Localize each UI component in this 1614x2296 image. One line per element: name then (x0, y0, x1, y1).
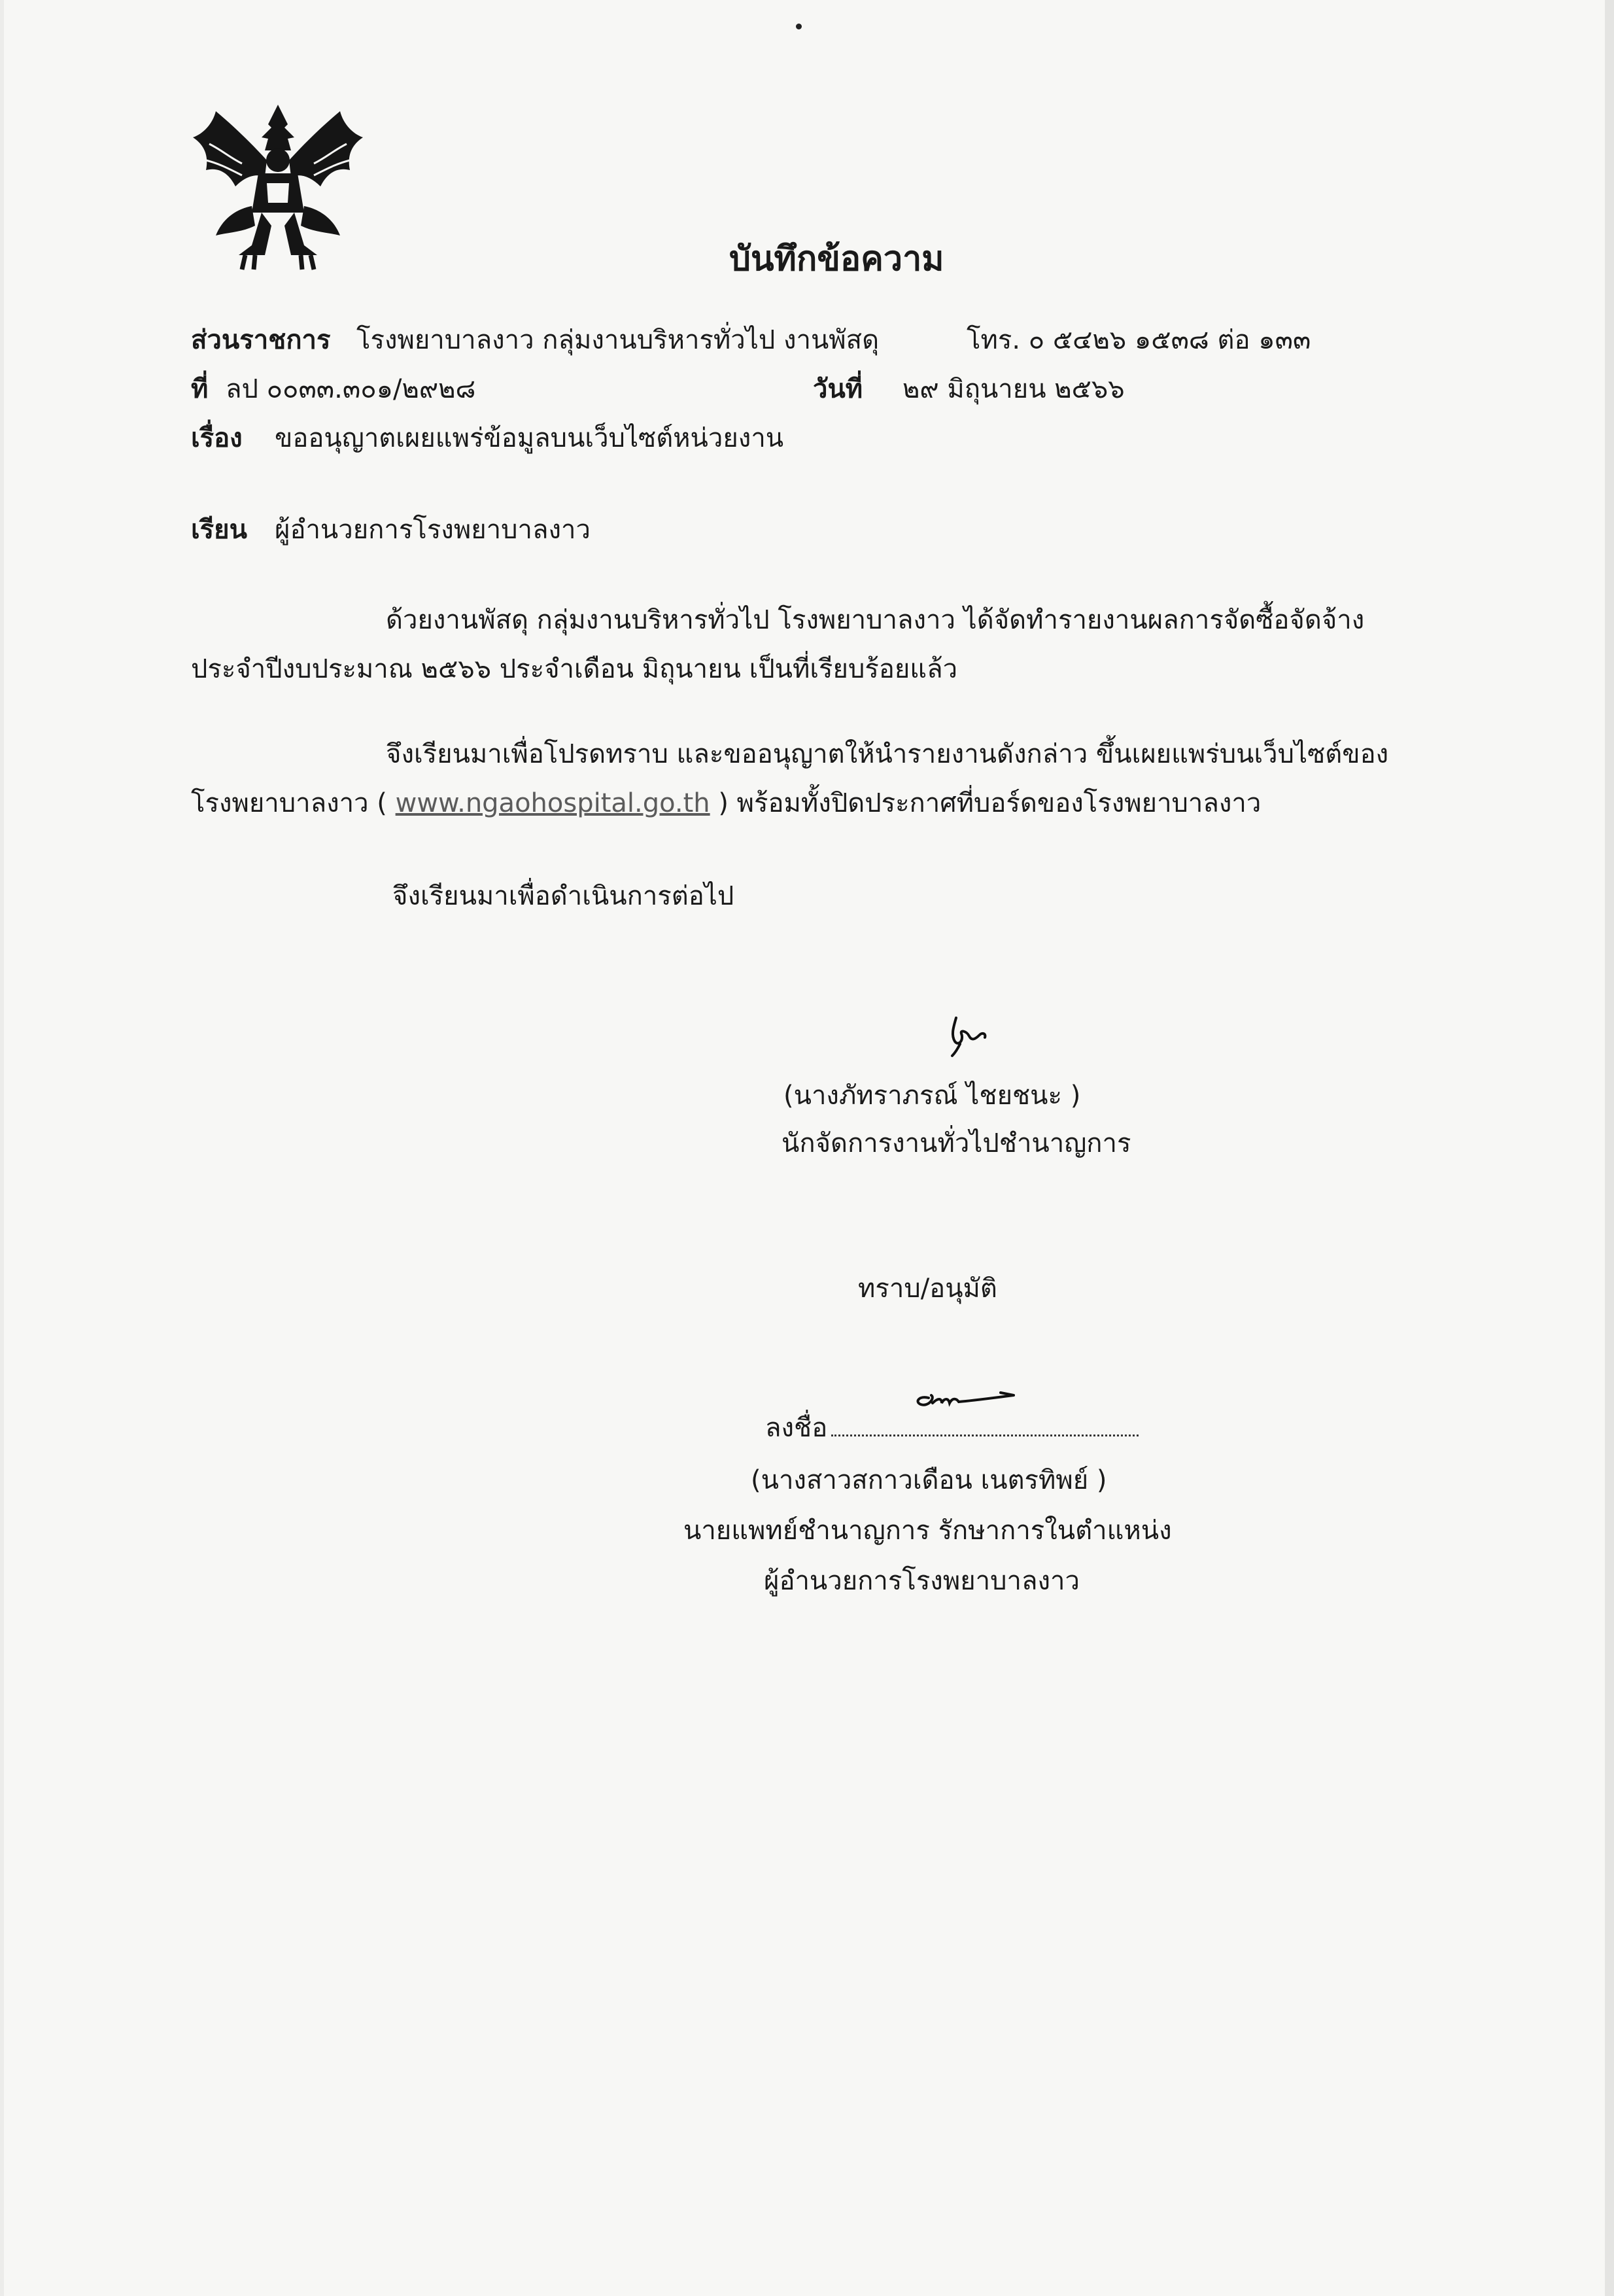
sign-label: ลงชื่อ (765, 1413, 828, 1443)
approver-position-line-2: ผู้อำนวยการโรงพยาบาลงาว (764, 1566, 1080, 1596)
scan-edge-left (0, 0, 4, 2296)
signer-signature-icon (942, 1013, 994, 1058)
body-paragraph-1-line-1: ด้วยงานพัสดุ กลุ่มงานบริหารทั่วไป โรงพยาบาลงาว ได้จัดทำรายงานผลการจัดซื้อจัดจ้าง (386, 605, 1365, 635)
website-link[interactable]: www.ngaohospital.go.th (395, 788, 710, 818)
subject-value: ขออนุญาตเผยแพร่ข้อมูลบนเว็บไซต์หน่วยงาน (275, 423, 784, 453)
ref-value: ลป ๐๐๓๓.๓๐๑/๒๙๒๘ (226, 374, 476, 404)
to-value: ผู้อำนวยการโรงพยาบาลงาว (275, 515, 591, 545)
dept-label: ส่วนราชการ (191, 325, 331, 355)
body-paragraph-2-line-2 (191, 790, 1261, 816)
ref-label: ที่ (191, 374, 209, 404)
date-label: วันที่ (813, 374, 863, 404)
subject-label: เรื่อง (191, 423, 243, 453)
body-paragraph-3: จึงเรียนมาเพื่อดำเนินการต่อไป (392, 881, 734, 911)
date-value: ๒๙ มิถุนายน ๒๕๖๖ (902, 374, 1125, 404)
to-label: เรียน (191, 515, 247, 545)
approver-position-line-1: นายแพทย์ชำนาญการ รักษาการในตำแหน่ง (683, 1516, 1172, 1546)
scan-edge-right (1605, 0, 1614, 2296)
body-paragraph-2-line-1: จึงเรียนมาเพื่อโปรดทราบ และขออนุญาตให้นำรายงานดังกล่าว ขึ้นเผยแพร่บนเว็บไซต์ของ (386, 739, 1389, 769)
signature-dotted-line (831, 1435, 1139, 1436)
garuda-emblem-icon (190, 98, 366, 275)
body-paragraph-2-prefix: โรงพยาบาลงาว ( (191, 788, 387, 818)
tel-value: โทร. ๐ ๕๔๒๖ ๑๕๓๘ ต่อ ๑๓๓ (967, 325, 1311, 355)
approval-label: ทราบ/อนุมัติ (858, 1274, 997, 1304)
approval-sign-line (765, 1415, 1139, 1441)
approver-signature-icon (909, 1383, 1027, 1416)
dept-value: โรงพยาบาลงาว กลุ่มงานบริหารทั่วไป งานพัสดุ (356, 325, 880, 355)
scan-dot (796, 24, 802, 29)
signer-name: (นางภัทราภรณ์ ไชยชนะ ) (783, 1081, 1081, 1111)
body-paragraph-2-suffix: ) พร้อมทั้งปิดประกาศที่บอร์ดของโรงพยาบาลงาว (718, 788, 1262, 818)
body-paragraph-1-line-2: ประจำปีงบประมาณ ๒๕๖๖ ประจำเดือน มิถุนายน เป็นที่เรียบร้อยแล้ว (191, 654, 958, 684)
approver-name: (นางสาวสกาวเดือน เนตรทิพย์ ) (751, 1465, 1107, 1495)
signer-position: นักจัดการงานทั่วไปชำนาญการ (781, 1128, 1131, 1158)
memo-title: บันทึกข้อความ (729, 239, 944, 279)
